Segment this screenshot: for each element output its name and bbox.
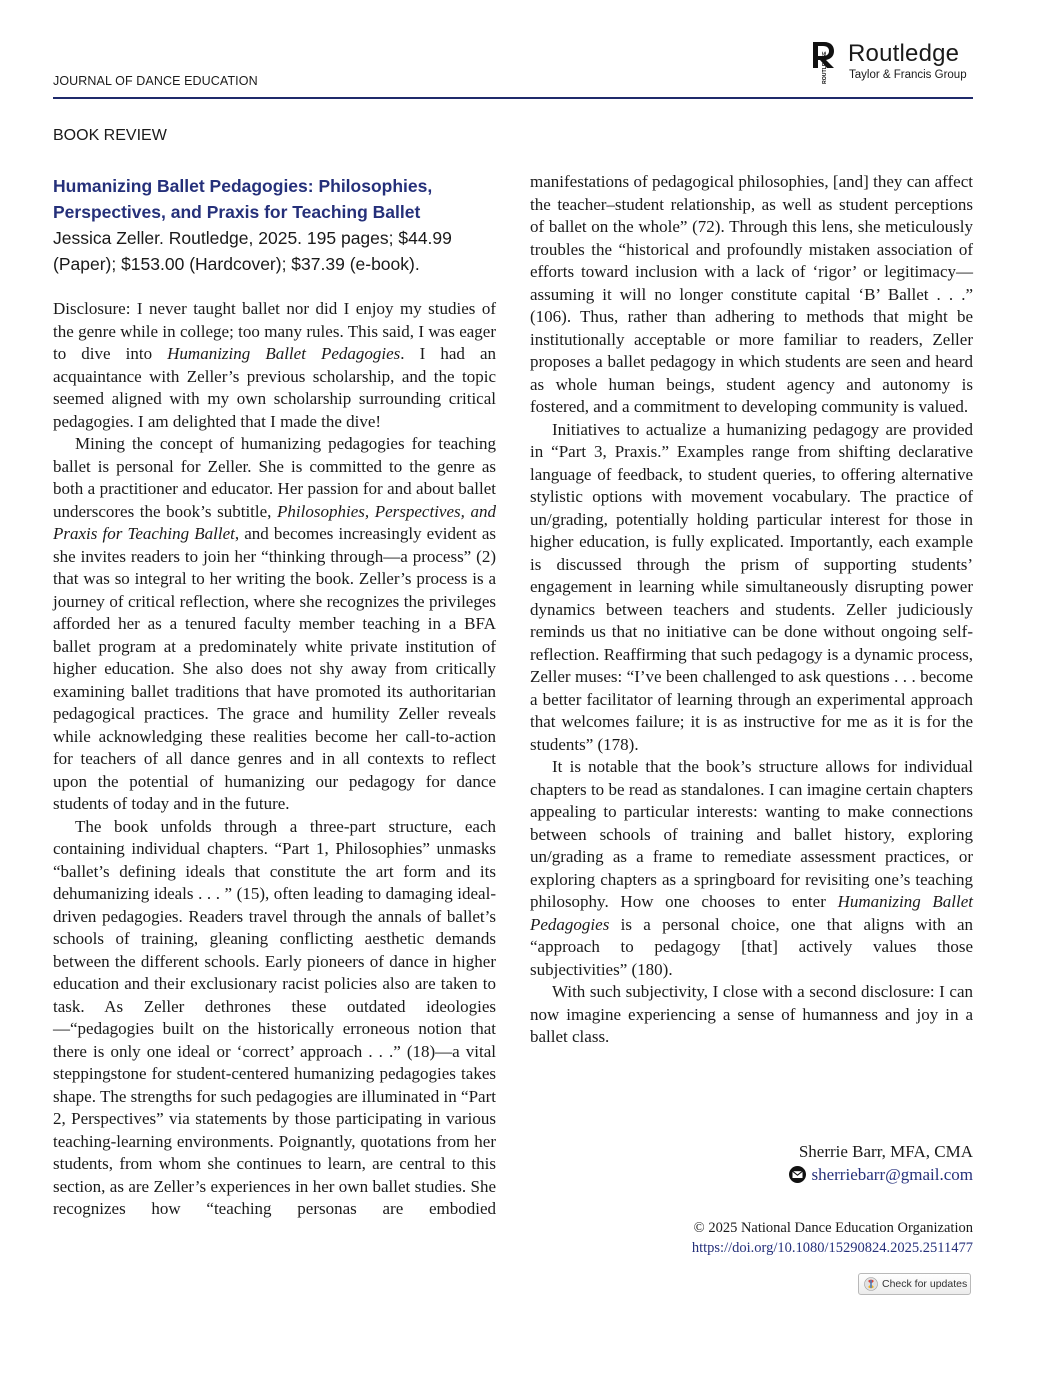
left-column [53, 298, 496, 1221]
book-title [53, 173, 496, 225]
reviewer-email-link[interactable]: sherriebarr@gmail.com [811, 1165, 973, 1184]
right-column [530, 171, 973, 1049]
publisher-name: Routledge [848, 40, 960, 67]
email-icon [789, 1166, 806, 1183]
journal-name: JOURNAL OF DANCE EDUCATION [53, 74, 258, 88]
paragraph-structure: The book unfolds through a three-part structure, each containing individual chapters. “Part 1, Philosophies” unmasks “ballet’s defining ideals that constitute the art form and its dehumanizing ideals . . . ” (15), often leading to damaging ideal-driven pedagogies. Readers travel through the annals of ballet’s schools of training, gleaning conflicting aesthetic demands between the different schools. Early pioneers of dance in higher education and their exclusionary racist policies also are taken to task. As Zeller dethrones these outdated ideologies—“pedagogies built on the historically erroneous notion that there is only one ideal or ‘correct’ approach . . .” (18)—a vital steppingstone for student-centered humanizing pedagogies takes shape. The strengths for such pedagogies are illuminated in “Part 2, Perspectives” via statements by those participating in various teaching-learning environments. Poignantly, quotations from her students, from whom she continues to learn, are central to this section, as are Zeller’s experiences in her own ballet studies. She recognizes how “teaching personas are embodied [53, 816, 496, 1218]
reviewer-signature [789, 1140, 973, 1186]
book-metadata [53, 225, 496, 277]
paragraph-notable: It is notable that the book’s structure allows for individual chapters to be read as standalones. I can imagine certain chapters appealing to particular interests: wanting to make connections between schools of training and ballet history, exploring un/grading as a frame to remediate assessment practices, or exploring chapters as a springboard for revisiting one’s teaching philosophy. How one chooses to enter Humanizing Ballet Pedagogies is a personal choice, one that aligns with an “approach to pedagogy [that] actively values those subjectivities” (180). [530, 757, 974, 979]
svg-text:ROUTLEDGE: ROUTLEDGE [822, 51, 828, 84]
check-for-updates-button[interactable] [858, 1273, 971, 1295]
copyright-notice: © 2025 National Dance Education Organization [693, 1220, 973, 1236]
reviewer-name: Sherrie Barr, MFA, CMA [798, 1142, 973, 1161]
header-divider [53, 97, 973, 99]
paragraph-initiatives: Initiatives to actualize a humanizing pedagogy are provided in “Part 3, Praxis.” Examples range from shifting declarative language of feedback, to student queries, to offering alternative stylistic options with movement vocabulary. The practice of un/grading, potentially holding particular interest for those in higher education, is fully explicated. Importantly, each example is discussed through the prism of supporting students’ engagement in learning while simultaneously disrupting power dynamics between teachers and students. Zeller judiciously reminds us that no initiative can be done without ongoing self-reflection. Reaffirming that such pedagogy is a dynamic process, Zeller muses: “I’ve been challenged to ask questions . . . become a better facilitator of learning through an experimental approach that welcomes failure; it is as instructive for me as it is for the students” (178). [530, 419, 973, 754]
section-label: BOOK REVIEW [53, 127, 167, 144]
book-title-line-1: Humanizing Ballet Pedagogies: Philosophies, [53, 176, 433, 196]
paragraph-mining: Mining the concept of humanizing pedagogies for teaching ballet is personal for Zeller. She is committed to the genre as both a practitioner and educator. Her passion for and about ballet underscores the book’s subtitle, Philosophies, Perspectives, and Praxis for Teaching Ballet, and becomes increasingly evident as she invites readers to join her “thinking through—a process” (2) that was so integral to her writing the book. Zeller’s process is a journey of critical reflection, where she recognizes the privileges afforded her as a tenured faculty member teaching in a BFA ballet program at a predominately white private institution of higher education. She also does not shy away from critically examining ballet traditions that have promoted its authoritarian pedagogical practices. The grace and humility Zeller reveals while acknowledging these realities become her call-to-action for teachers of all dance genres and in all contexts to reflect upon the potential of humanizing our pedagogy for dance students of today and in the future. [53, 434, 496, 813]
copyright-block [692, 1218, 973, 1258]
reviewer-email-row[interactable] [789, 1163, 973, 1186]
publisher-subtitle: Taylor & Francis Group [849, 69, 967, 81]
book-meta-line-1: Jessica Zeller. Routledge, 2025. 195 pages; $44.99 [53, 228, 452, 248]
paragraph-closing: With such subjectivity, I close with a second disclosure: I can now imagine experiencing a sense of humanness and joy in a ballet class. [530, 982, 973, 1046]
doi-link[interactable]: https://doi.org/10.1080/15290824.2025.2511477 [691, 1240, 973, 1256]
paragraph-continued: manifestations of pedagogical philosophies, [and] they can affect the teacher–student relationship, as well as student perceptions of ballet on the whole” (72). Through this lens, she meticulously troubles the “historical and profoundly mistaken association of efforts toward inclusion with a lack of ‘rigor’ or legitimacy—assuming it will no longer constitute capital ‘B’ Ballet . . .” (106). Thus, rather than adhering to methods that might be institutionally acceptable or more familiar to readers, Zeller proposes a ballet pedagogy in which students are seen and heard as whole human beings, student agency and autonomy is fostered, and a commitment to developing community is valued. [530, 172, 973, 416]
book-title-line-2: Perspectives, and Praxis for Teaching Ballet [53, 202, 421, 222]
book-meta-line-2: (Paper); $153.00 (Hardcover); $37.39 (e-book). [53, 254, 420, 274]
crossmark-icon [864, 1277, 878, 1291]
routledge-logo[interactable] [810, 40, 975, 86]
paragraph-disclosure: Disclosure: I never taught ballet nor did I enjoy my studies of the genre while in college; too many rules. This said, I was eager to dive into Humanizing Ballet Pedagogies. I had an acquaintance with Zeller’s previous scholarship, and the topic seemed aligned with my own scholarship surrounding critical pedagogies. I am delighted that I made the dive! [53, 299, 496, 431]
check-for-updates-label: Check for updates [882, 1278, 968, 1290]
routledge-logo-icon [810, 40, 836, 86]
